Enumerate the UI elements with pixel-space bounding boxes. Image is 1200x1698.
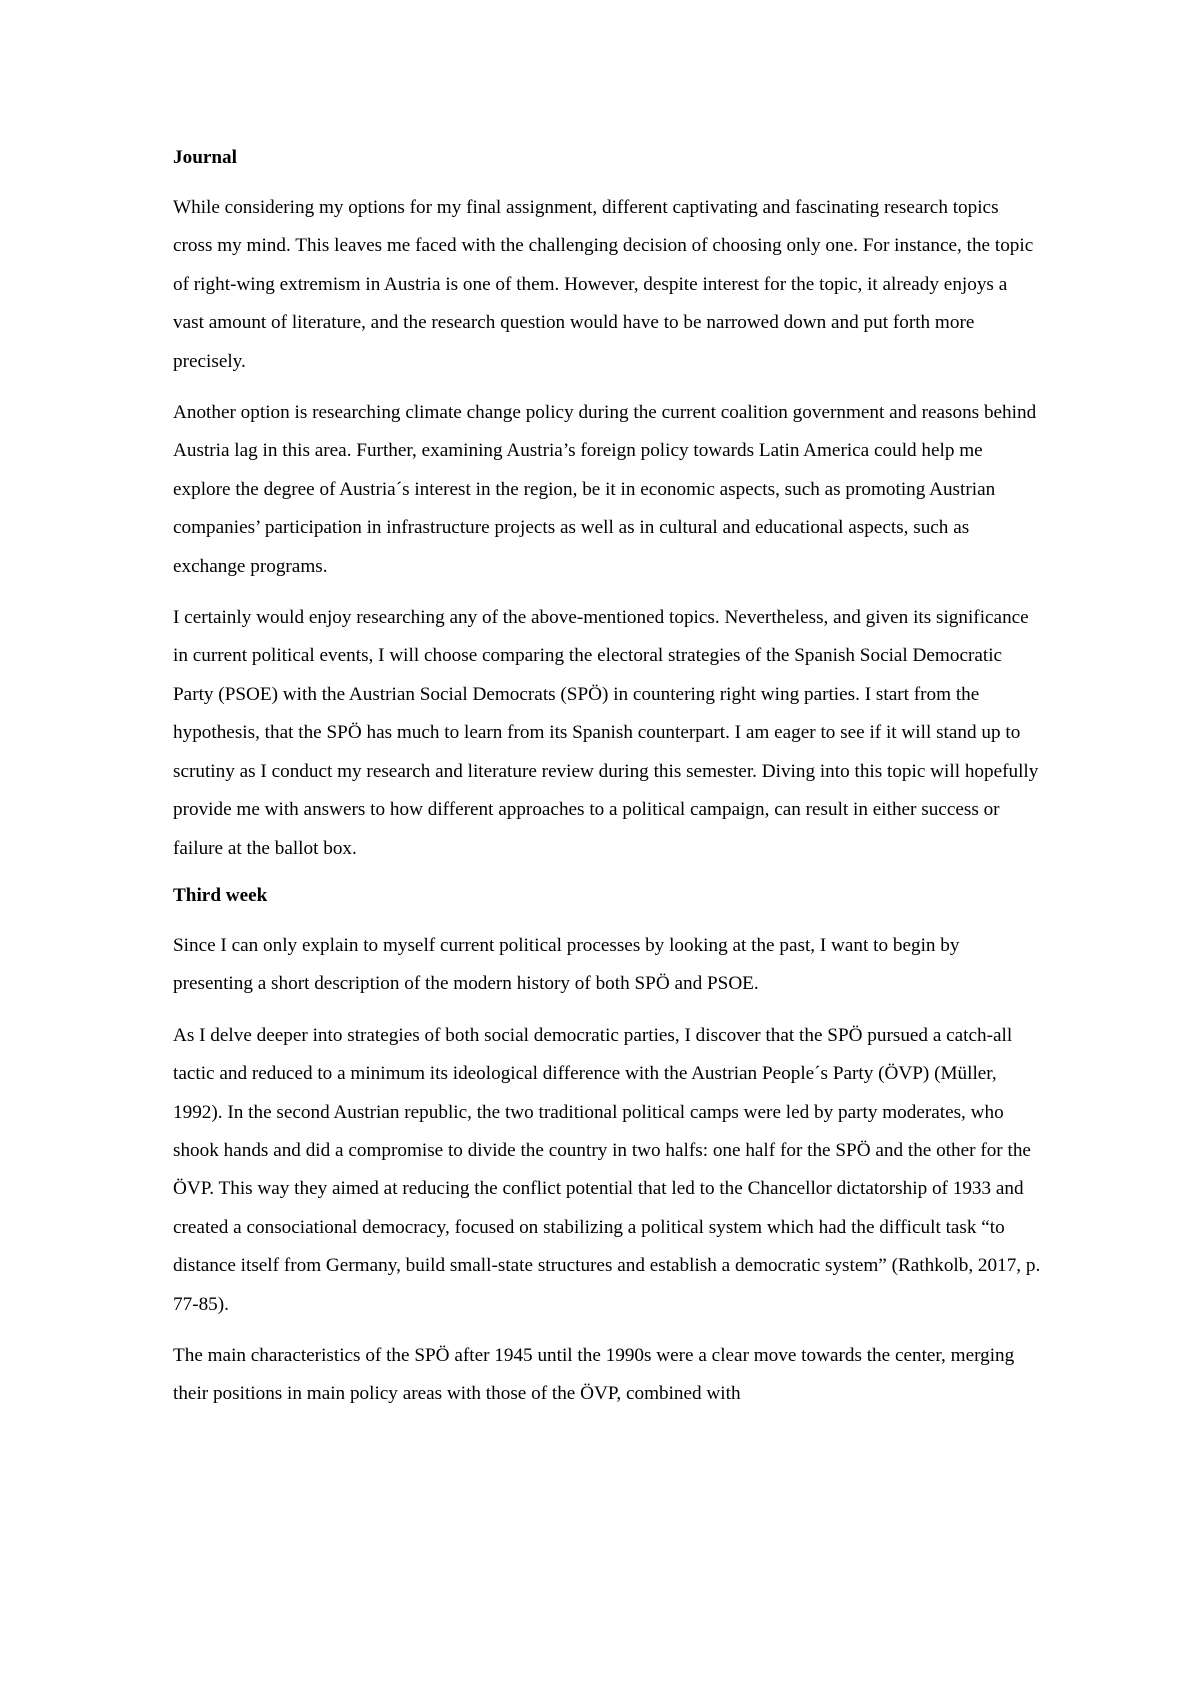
heading-third-week: Third week (173, 884, 268, 906)
paragraph-history-intro: Since I can only explain to myself current political processes by looking at the past, I want to begin by presenting a short description of the modern history of both SPÖ and PSOE. (173, 934, 960, 995)
heading-journal: Journal (173, 147, 237, 168)
paragraph-spo-strategy: As I delve deeper into strategies of both social democratic parties, I discover that the SPÖ pursued a catch-all tactic and reduced to a minimum its ideological difference with the Austrian People´s Party (ÖVP) (Müller, 1992). In the second Austrian republic, the two traditional political camps were led by party moderates, who shook hands and did a compromise to divide the country in two halfs: one half for the SPÖ and the other for the ÖVP. This way they aimed at reducing the conflict potential that led to the Chancellor dictatorship of 1933 and created a consociational democracy, focused on stabilizing a political system which had the difficult task “to distance itself from Germany, build small-state structures and establish a democratic system” (Rathkolb, 2017, p. 77-85). (173, 1024, 1041, 1315)
paragraph-chosen-topic: I certainly would enjoy researching any of the above-mentioned topics. Nevertheless, and given its significance in current political events, I will choose comparing the electoral strategies of the Spanish Social Democratic Party (PSOE) with the Austrian Social Democrats (SPÖ) in countering right wing parties. I start from the hypothesis, that the SPÖ has much to learn from its Spanish counterpart. I am eager to see if it will stand up to scrutiny as I conduct my research and literature review during this semester. Diving into this topic will hopefully provide me with answers to how different approaches to a political campaign, can result in either success or failure at the ballot box. (173, 607, 1039, 859)
paragraph-research-options: While considering my options for my final assignment, different captivating and fascinating research topics cross my mind. This leaves me faced with the challenging decision of choosing only one. For instance, the topic of right-wing extremism in Austria is one of them. However, despite interest for the topic, it already enjoys a vast amount of literature, and the research question would have to be narrowed down and put forth more precisely. (173, 197, 1034, 372)
document-body (173, 143, 1041, 1427)
paragraph-spo-characteristics: The main characteristics of the SPÖ after 1945 until the 1990s were a clear move towards the center, merging their positions in main policy areas with those of the ÖVP, combined with (173, 1344, 1015, 1405)
paragraph-other-options: Another option is researching climate change policy during the current coalition government and reasons behind Austria lag in this area. Further, examining Austria’s foreign policy towards Latin America could help me explore the degree of Austria´s interest in the region, be it in economic aspects, such as promoting Austrian companies’ participation in infrastructure projects as well as in cultural and educational aspects, such as exchange programs. (173, 402, 1037, 577)
